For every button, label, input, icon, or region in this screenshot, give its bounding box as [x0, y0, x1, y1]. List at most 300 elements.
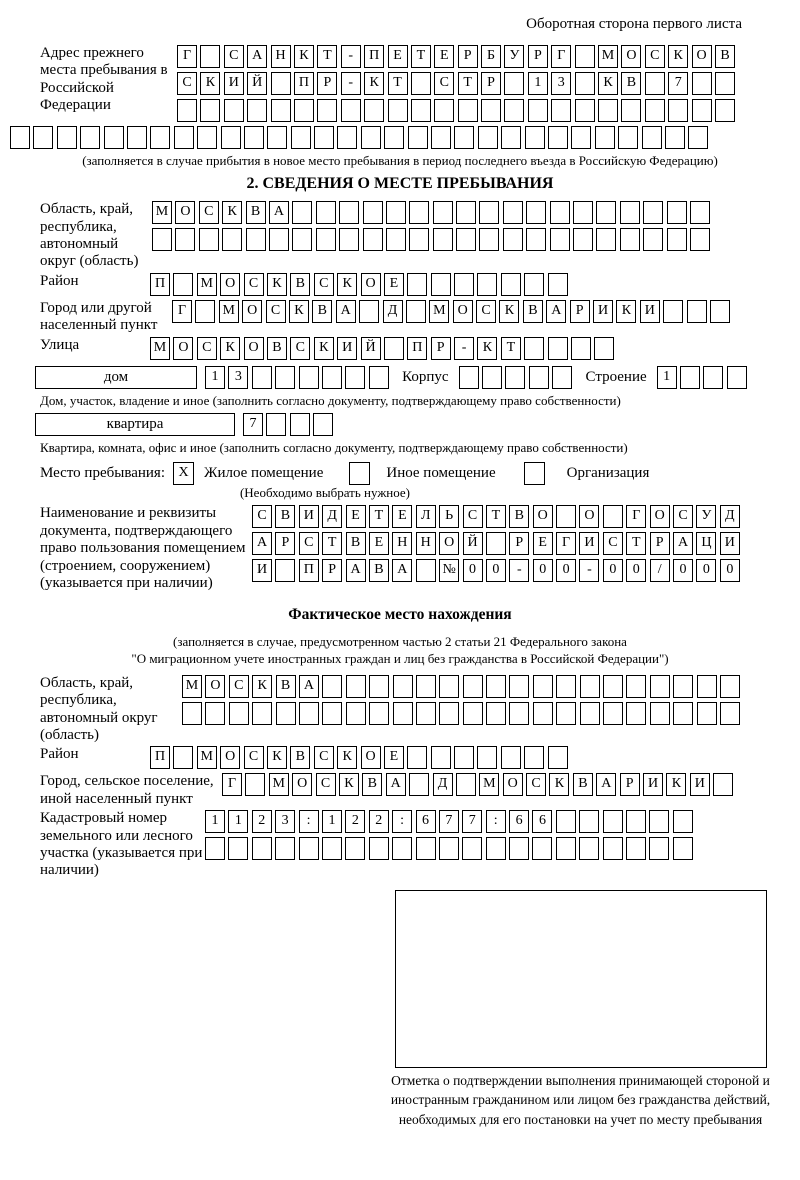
prev-address-row: [40, 45, 800, 126]
char-cell: [369, 675, 389, 698]
char-cell: [345, 837, 365, 860]
char-cell: [33, 126, 53, 149]
char-cell: А: [269, 201, 289, 224]
street-label: Улица: [40, 336, 80, 353]
prev-address-caption: (заполняется в случае прибытия в новое место пребывания в период последнего въезда в Российскую Федерацию): [82, 153, 718, 168]
char-cell: [150, 126, 170, 149]
char-cell: [244, 126, 264, 149]
char-cell: [501, 746, 521, 769]
char-cell: [173, 746, 193, 769]
city-grid: [172, 300, 733, 323]
char-cell: [392, 837, 412, 860]
char-cell: [505, 366, 525, 389]
char-cell: [626, 810, 646, 833]
char-cell: [667, 228, 687, 251]
char-cell: С: [244, 746, 264, 769]
char-cell: О: [242, 300, 262, 323]
char-cell: [316, 201, 336, 224]
char-cell: [509, 702, 529, 725]
char-cell: -: [509, 559, 529, 582]
char-cell: [715, 99, 735, 122]
char-cell: Т: [411, 45, 431, 68]
char-cell: [556, 702, 576, 725]
char-cell: [626, 837, 646, 860]
char-cell: С: [463, 505, 483, 528]
char-cell: [406, 300, 426, 323]
char-cell: [665, 126, 685, 149]
char-cell: [316, 228, 336, 251]
char-cell: О: [533, 505, 553, 528]
char-cell: Т: [501, 337, 521, 360]
char-cell: [532, 837, 552, 860]
char-cell: П: [299, 559, 319, 582]
char-cell: Р: [431, 337, 451, 360]
char-cell: [431, 126, 451, 149]
actual-district-label: Район: [40, 746, 79, 763]
document-label: Наименование и реквизиты документа, подтверждающего право пользования помещением (строением, сооружением) (указывается при наличии): [40, 505, 246, 591]
char-cell: С: [290, 337, 310, 360]
char-cell: [509, 675, 529, 698]
char-cell: 1: [657, 366, 677, 389]
option-organization-label: Организация: [566, 465, 650, 482]
char-cell: /: [650, 559, 670, 582]
char-cell: [556, 810, 576, 833]
char-cell: И: [337, 337, 357, 360]
char-cell: Е: [388, 45, 408, 68]
char-cell: С: [645, 45, 665, 68]
char-cell: [431, 273, 451, 296]
char-cell: [292, 201, 312, 224]
char-cell: [478, 126, 498, 149]
char-cell: С: [229, 675, 249, 698]
char-cell: [556, 675, 576, 698]
char-cell: 0: [720, 559, 740, 582]
char-cell: [224, 99, 244, 122]
korpus-grid: [459, 366, 576, 389]
char-cell: С: [603, 532, 623, 555]
char-cell: [503, 228, 523, 251]
char-cell: [416, 837, 436, 860]
char-cell: [575, 99, 595, 122]
char-cell: [454, 126, 474, 149]
char-cell: О: [439, 532, 459, 555]
char-cell: В: [715, 45, 735, 68]
char-cell: Г: [172, 300, 192, 323]
char-cell: [269, 228, 289, 251]
char-cell: [345, 366, 365, 389]
char-cell: [690, 201, 710, 224]
char-cell: [384, 126, 404, 149]
city-label: Город или другой населенный пункт: [40, 299, 158, 334]
char-cell: [369, 837, 389, 860]
char-cell: [710, 300, 730, 323]
char-cell: М: [150, 337, 170, 360]
char-cell: [246, 228, 266, 251]
char-cell: [727, 366, 747, 389]
char-cell: К: [364, 72, 384, 95]
char-cell: [433, 201, 453, 224]
char-cell: [720, 702, 740, 725]
char-cell: [486, 837, 506, 860]
char-cell: 0: [463, 559, 483, 582]
char-cell: [688, 126, 708, 149]
char-cell: 1: [322, 810, 342, 833]
char-cell: 0: [533, 559, 553, 582]
char-cell: М: [182, 675, 202, 698]
char-cell: Е: [533, 532, 553, 555]
char-cell: Г: [177, 45, 197, 68]
char-cell: О: [453, 300, 473, 323]
char-cell: В: [573, 773, 593, 796]
char-cell: И: [299, 505, 319, 528]
prev-address-grid-1: [177, 45, 738, 68]
char-cell: 7: [462, 810, 482, 833]
char-cell: Е: [369, 532, 389, 555]
char-cell: С: [673, 505, 693, 528]
street-grid: [150, 337, 618, 360]
char-cell: К: [200, 72, 220, 95]
char-cell: Й: [463, 532, 483, 555]
char-cell: [369, 366, 389, 389]
char-cell: А: [247, 45, 267, 68]
char-cell: О: [175, 201, 195, 224]
char-cell: [680, 366, 700, 389]
char-cell: [322, 702, 342, 725]
street-row: [40, 337, 800, 364]
char-cell: [384, 337, 404, 360]
char-cell: [603, 837, 623, 860]
char-cell: [393, 702, 413, 725]
char-cell: К: [477, 337, 497, 360]
char-cell: [573, 228, 593, 251]
char-cell: О: [205, 675, 225, 698]
char-cell: А: [346, 559, 366, 582]
char-cell: [299, 366, 319, 389]
char-cell: [692, 72, 712, 95]
char-cell: К: [337, 273, 357, 296]
char-cell: 3: [551, 72, 571, 95]
char-cell: К: [314, 337, 334, 360]
char-cell: [618, 126, 638, 149]
char-cell: [407, 273, 427, 296]
char-cell: [252, 702, 272, 725]
option-other-premise-label: Иное помещение: [386, 465, 496, 482]
char-cell: Т: [369, 505, 389, 528]
char-cell: [200, 99, 220, 122]
char-cell: С: [299, 532, 319, 555]
char-cell: [127, 126, 147, 149]
char-cell: [697, 702, 717, 725]
actual-district-row: [40, 746, 800, 773]
char-cell: [313, 413, 333, 436]
char-cell: [245, 773, 265, 796]
char-cell: [317, 99, 337, 122]
char-cell: М: [197, 746, 217, 769]
section2-title: 2. СВЕДЕНИЯ О МЕСТЕ ПРЕБЫВАНИЯ: [246, 175, 554, 193]
prev-address-grid-4: [10, 126, 800, 149]
char-cell: [504, 72, 524, 95]
char-cell: 3: [228, 366, 248, 389]
char-cell: И: [252, 559, 272, 582]
char-cell: К: [598, 72, 618, 95]
document-row: [40, 505, 800, 592]
char-cell: [715, 72, 735, 95]
char-cell: [503, 201, 523, 224]
char-cell: [620, 228, 640, 251]
char-cell: [667, 201, 687, 224]
char-cell: [526, 201, 546, 224]
char-cell: С: [434, 72, 454, 95]
char-cell: [314, 126, 334, 149]
char-cell: [548, 337, 568, 360]
char-cell: [580, 702, 600, 725]
char-cell: П: [407, 337, 427, 360]
char-cell: И: [720, 532, 740, 555]
char-cell: Р: [458, 45, 478, 68]
char-cell: [388, 99, 408, 122]
char-cell: 7: [243, 413, 263, 436]
char-cell: [501, 273, 521, 296]
house-grid: [205, 366, 392, 389]
char-cell: [528, 99, 548, 122]
district-row: [40, 273, 800, 300]
actual-region-row: [40, 675, 800, 745]
char-cell: Ь: [439, 505, 459, 528]
region-grid-1: [152, 201, 713, 224]
char-cell: В: [346, 532, 366, 555]
char-cell: [393, 675, 413, 698]
char-cell: В: [369, 559, 389, 582]
char-cell: П: [150, 746, 170, 769]
char-cell: [200, 45, 220, 68]
char-cell: К: [289, 300, 309, 323]
char-cell: [454, 746, 474, 769]
char-cell: Р: [620, 773, 640, 796]
char-cell: Р: [509, 532, 529, 555]
char-cell: У: [504, 45, 524, 68]
char-cell: Е: [346, 505, 366, 528]
char-cell: Р: [275, 532, 295, 555]
char-cell: О: [361, 273, 381, 296]
char-cell: [290, 413, 310, 436]
char-cell: Й: [361, 337, 381, 360]
char-cell: Т: [458, 72, 478, 95]
char-cell: [463, 675, 483, 698]
char-cell: 3: [275, 810, 295, 833]
char-cell: [525, 126, 545, 149]
char-cell: А: [336, 300, 356, 323]
char-cell: 0: [673, 559, 693, 582]
char-cell: И: [643, 773, 663, 796]
char-cell: 1: [228, 810, 248, 833]
char-cell: [649, 810, 669, 833]
char-cell: [409, 773, 429, 796]
char-cell: Н: [416, 532, 436, 555]
char-cell: М: [598, 45, 618, 68]
char-cell: 2: [345, 810, 365, 833]
char-cell: [663, 300, 683, 323]
char-cell: Р: [481, 72, 501, 95]
char-cell: [177, 99, 197, 122]
char-cell: У: [696, 505, 716, 528]
char-cell: И: [690, 773, 710, 796]
char-cell: [529, 366, 549, 389]
char-cell: [548, 746, 568, 769]
char-cell: М: [429, 300, 449, 323]
char-cell: [252, 366, 272, 389]
char-cell: 6: [416, 810, 436, 833]
char-cell: С: [197, 337, 217, 360]
char-cell: [339, 228, 359, 251]
char-cell: [580, 675, 600, 698]
char-cell: [687, 300, 707, 323]
char-cell: С: [314, 746, 334, 769]
char-cell: 1: [205, 810, 225, 833]
char-cell: О: [361, 746, 381, 769]
char-cell: А: [386, 773, 406, 796]
char-cell: [271, 72, 291, 95]
char-cell: [643, 228, 663, 251]
actual-city-grid: [222, 773, 737, 796]
actual-location-caption-2: "О миграционном учете иностранных граждан и лиц без гражданства в Российской Федерации"): [131, 650, 669, 666]
char-cell: [322, 675, 342, 698]
char-cell: М: [152, 201, 172, 224]
char-cell: И: [579, 532, 599, 555]
char-cell: [346, 702, 366, 725]
char-cell: К: [220, 337, 240, 360]
char-cell: Д: [720, 505, 740, 528]
char-cell: [275, 837, 295, 860]
char-cell: [552, 366, 572, 389]
char-cell: [575, 72, 595, 95]
char-cell: [416, 675, 436, 698]
checkbox-organization: [524, 462, 545, 485]
char-cell: [596, 201, 616, 224]
char-cell: В: [275, 505, 295, 528]
char-cell: [454, 273, 474, 296]
char-cell: К: [499, 300, 519, 323]
char-cell: [173, 273, 193, 296]
stroenie-label: Строение: [585, 368, 647, 385]
char-cell: 0: [696, 559, 716, 582]
char-cell: П: [364, 45, 384, 68]
confirmation-stamp-caption: Отметка о подтверждении выполнения принимающей стороной и иностранным гражданином или лицом без гражданства действий, необходимых для его постановки на учет по месту пребывания: [390, 1072, 771, 1127]
char-cell: [205, 837, 225, 860]
char-cell: 0: [486, 559, 506, 582]
char-cell: И: [640, 300, 660, 323]
city-row: [40, 300, 800, 335]
char-cell: О: [220, 746, 240, 769]
char-cell: [573, 201, 593, 224]
char-cell: [386, 201, 406, 224]
char-cell: [299, 837, 319, 860]
char-cell: [222, 228, 242, 251]
char-cell: Е: [392, 505, 412, 528]
char-cell: 1: [528, 72, 548, 95]
char-cell: [720, 675, 740, 698]
char-cell: 0: [603, 559, 623, 582]
char-cell: [620, 201, 640, 224]
document-grid-2: [252, 532, 743, 555]
char-cell: [603, 675, 623, 698]
char-cell: О: [579, 505, 599, 528]
char-cell: [462, 837, 482, 860]
char-cell: Е: [384, 746, 404, 769]
char-cell: К: [616, 300, 636, 323]
char-cell: [205, 702, 225, 725]
char-cell: [197, 126, 217, 149]
char-cell: [642, 126, 662, 149]
char-cell: [697, 675, 717, 698]
char-cell: [434, 99, 454, 122]
char-cell: [524, 273, 544, 296]
char-cell: И: [224, 72, 244, 95]
char-cell: [571, 337, 591, 360]
char-cell: :: [299, 810, 319, 833]
char-cell: Г: [222, 773, 242, 796]
char-cell: [221, 126, 241, 149]
char-cell: [548, 126, 568, 149]
stay-type-note: (Необходимо выбрать нужное): [239, 485, 411, 501]
actual-region-grid-2: [182, 702, 743, 725]
char-cell: [479, 201, 499, 224]
char-cell: [526, 228, 546, 251]
char-cell: Т: [388, 72, 408, 95]
char-cell: С: [314, 273, 334, 296]
char-cell: [292, 228, 312, 251]
char-cell: Р: [570, 300, 590, 323]
char-cell: [603, 810, 623, 833]
char-cell: [692, 99, 712, 122]
char-cell: [556, 505, 576, 528]
actual-city-row: [40, 773, 800, 808]
char-cell: [341, 99, 361, 122]
district-label: Район: [40, 272, 79, 289]
char-cell: [548, 273, 568, 296]
char-cell: [408, 126, 428, 149]
char-cell: [501, 126, 521, 149]
char-cell: [713, 773, 733, 796]
char-cell: [294, 99, 314, 122]
char-cell: В: [523, 300, 543, 323]
house-row: [35, 366, 800, 393]
char-cell: [247, 99, 267, 122]
region-row: [40, 201, 800, 271]
char-cell: [603, 505, 623, 528]
char-cell: [199, 228, 219, 251]
char-cell: [407, 746, 427, 769]
region-grid-2: [152, 228, 713, 251]
char-cell: К: [294, 45, 314, 68]
char-cell: [668, 99, 688, 122]
prev-address-grid-3: [177, 99, 738, 122]
char-cell: М: [269, 773, 289, 796]
char-cell: В: [290, 746, 310, 769]
char-cell: :: [392, 810, 412, 833]
char-cell: [252, 837, 272, 860]
char-cell: [364, 99, 384, 122]
char-cell: [690, 228, 710, 251]
checkbox-other-premise: [349, 462, 370, 485]
char-cell: 0: [626, 559, 646, 582]
char-cell: [550, 228, 570, 251]
char-cell: А: [299, 675, 319, 698]
char-cell: [182, 702, 202, 725]
char-cell: [649, 837, 669, 860]
char-cell: [228, 837, 248, 860]
char-cell: И: [593, 300, 613, 323]
char-cell: [266, 413, 286, 436]
